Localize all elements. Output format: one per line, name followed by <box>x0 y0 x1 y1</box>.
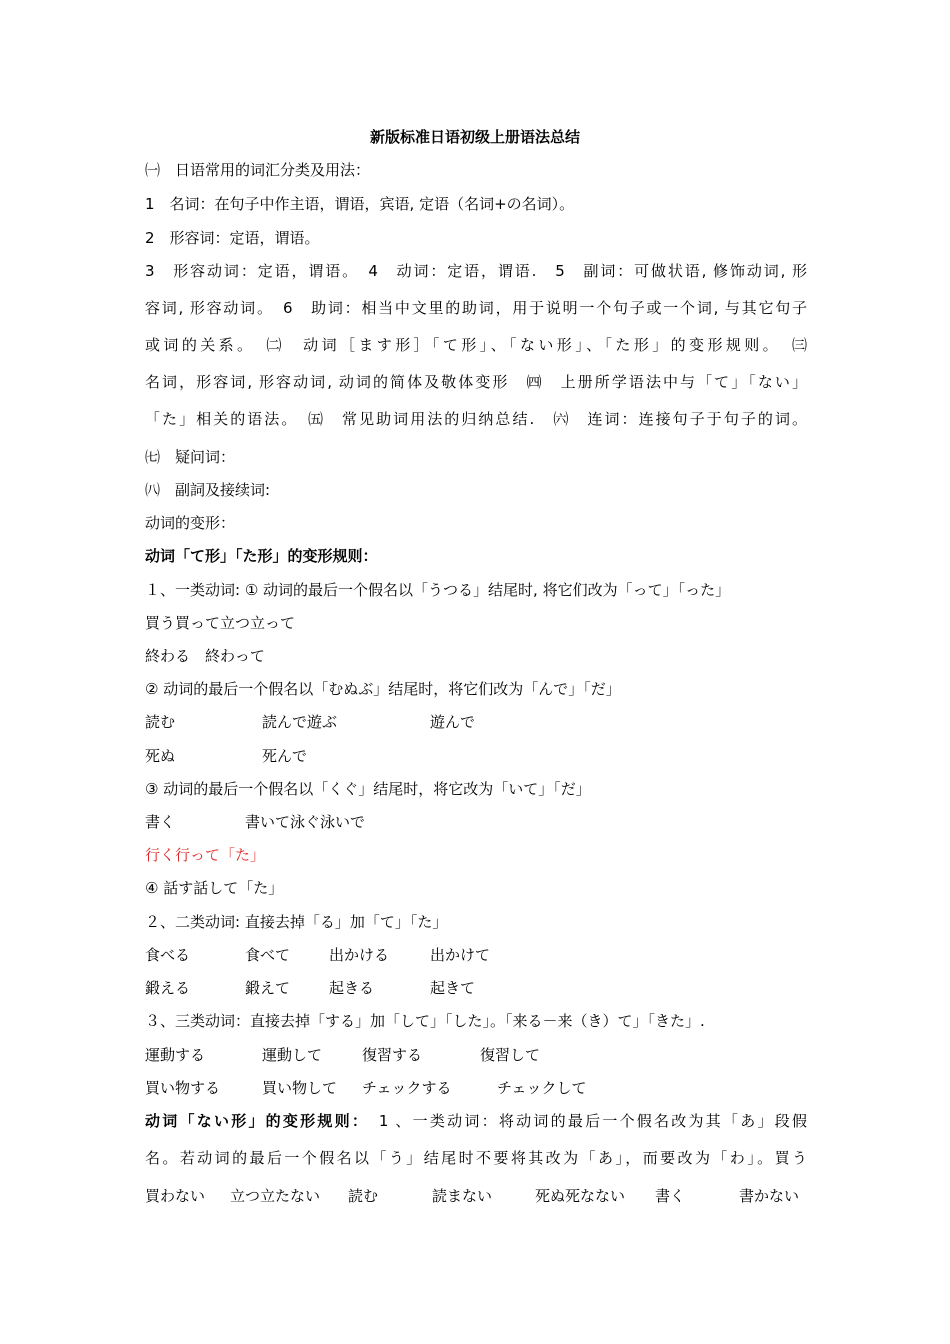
te-form-heading: 动词「て形」「た形」的变形规则： <box>145 547 378 565</box>
example-word: 死ぬ <box>145 747 176 765</box>
text-line: ② 动词的最后一个假名以「むぬぶ」结尾时，将它们改为「んで」「だ」 <box>145 680 621 698</box>
nai-form-heading: 动词「ない形」的变形规则： <box>145 1112 362 1130</box>
text-line: 買う買って立つ立って <box>145 614 296 632</box>
text-line: 3 形容动词：定语，谓语。 4 动词：定语，谓语. 5 副词：可做状语, 修饰动词, 形 <box>145 262 807 280</box>
example-word: 買い物する <box>145 1079 221 1097</box>
example-word: 読んで遊ぶ <box>262 713 338 731</box>
highlighted-line: 行く行って「た」 <box>145 846 266 864</box>
example-word: 復習して <box>480 1046 541 1064</box>
example-word: 書かない <box>739 1187 800 1205</box>
example-word: 書いて泳ぐ泳いで <box>245 813 366 831</box>
example-word: チェックする <box>362 1079 452 1097</box>
text-line: 1 名词：在句子中作主语，谓语，宾语, 定语（名词+の名词）。 <box>145 195 575 213</box>
text-line: 容词, 形容动词。 6 助词：相当中文里的助词，用于说明一个句子或一个词, 与其它句子 <box>145 299 807 317</box>
example-word: 鍛える <box>145 979 191 997</box>
example-word: 鍛えて <box>245 979 291 997</box>
text-line: １、一类动词: ① 动词的最后一个假名以「うつる」结尾时, 将它们改为「って」「った」 <box>145 581 731 599</box>
text-line: ③ 动词的最后一个假名以「くぐ」结尾时，将它改为「いて」「だ」 <box>145 780 591 798</box>
example-word: 起きて <box>430 979 476 997</box>
text-line: 动词的变形： <box>145 514 236 532</box>
example-word: チェックして <box>497 1079 587 1097</box>
text-line: 終わる 終わって <box>145 647 265 665</box>
example-word: 出かけて <box>430 946 491 964</box>
text-line: 名词，形容词, 形容动词, 动词的简体及敬体变形 ㈣ 上册所学语法中与「て」「ない」 <box>145 373 807 391</box>
example-word: 読まない <box>432 1187 493 1205</box>
nai-form-line <box>145 1111 807 1131</box>
nai-form-rule: 1 、一类动词：将动词的最后一个假名改为其「あ」段假 <box>361 1112 807 1130</box>
text-line: ④ 話す話して「た」 <box>145 879 284 897</box>
text-line: 「た」相关的语法。 ㈤ 常见助词用法的归纳总结. ㈥ 连词：连接句子于句子的词。 <box>145 410 807 428</box>
example-word: 書く <box>655 1187 686 1205</box>
example-word: 死ぬ死なない <box>535 1187 626 1205</box>
text-line: ３、三类动词：直接去掉「する」加「して」「した」。「来る－来（き）て」「きた」. <box>145 1012 705 1030</box>
text-line: 名。若动词的最后一个假名以「う」结尾时不要将其改为「あ」，而要改为「わ」。買う <box>145 1149 807 1167</box>
section-1-heading: ㈠ 日语常用的词汇分类及用法： <box>145 161 371 179</box>
example-word: 読む <box>145 713 176 731</box>
example-word: 死んで <box>262 747 308 765</box>
example-word: 食べて <box>245 946 291 964</box>
example-word: 書く <box>145 813 176 831</box>
example-word: 食べる <box>145 946 191 964</box>
text-line: 或词的关系。 ㈡ 动词［ます形］「て形」、「ない形」、「た形」的变形规则。 ㈢ <box>145 336 807 354</box>
example-word: 起きる <box>329 979 375 997</box>
example-word: 買い物して <box>262 1079 338 1097</box>
example-word: 読む <box>348 1187 379 1205</box>
text-line: 2 形容词：定语，谓语。 <box>145 229 320 247</box>
example-word: 出かける <box>329 946 390 964</box>
example-word: 復習する <box>362 1046 423 1064</box>
example-word: 運動する <box>145 1046 206 1064</box>
example-word: 立つ立たない <box>230 1187 321 1205</box>
example-word: 買わない <box>145 1187 206 1205</box>
section-8-heading: ㈧ 副詞及接续词: <box>145 481 271 499</box>
section-7-heading: ㈦ 疑问词： <box>145 448 236 466</box>
text-line: ２、二类动词: 直接去掉「る」加「て」「た」 <box>145 913 448 931</box>
example-word: 運動して <box>262 1046 323 1064</box>
example-word: 遊んで <box>430 713 476 731</box>
page-title: 新版标准日语初级上册语法总结 <box>369 128 580 146</box>
